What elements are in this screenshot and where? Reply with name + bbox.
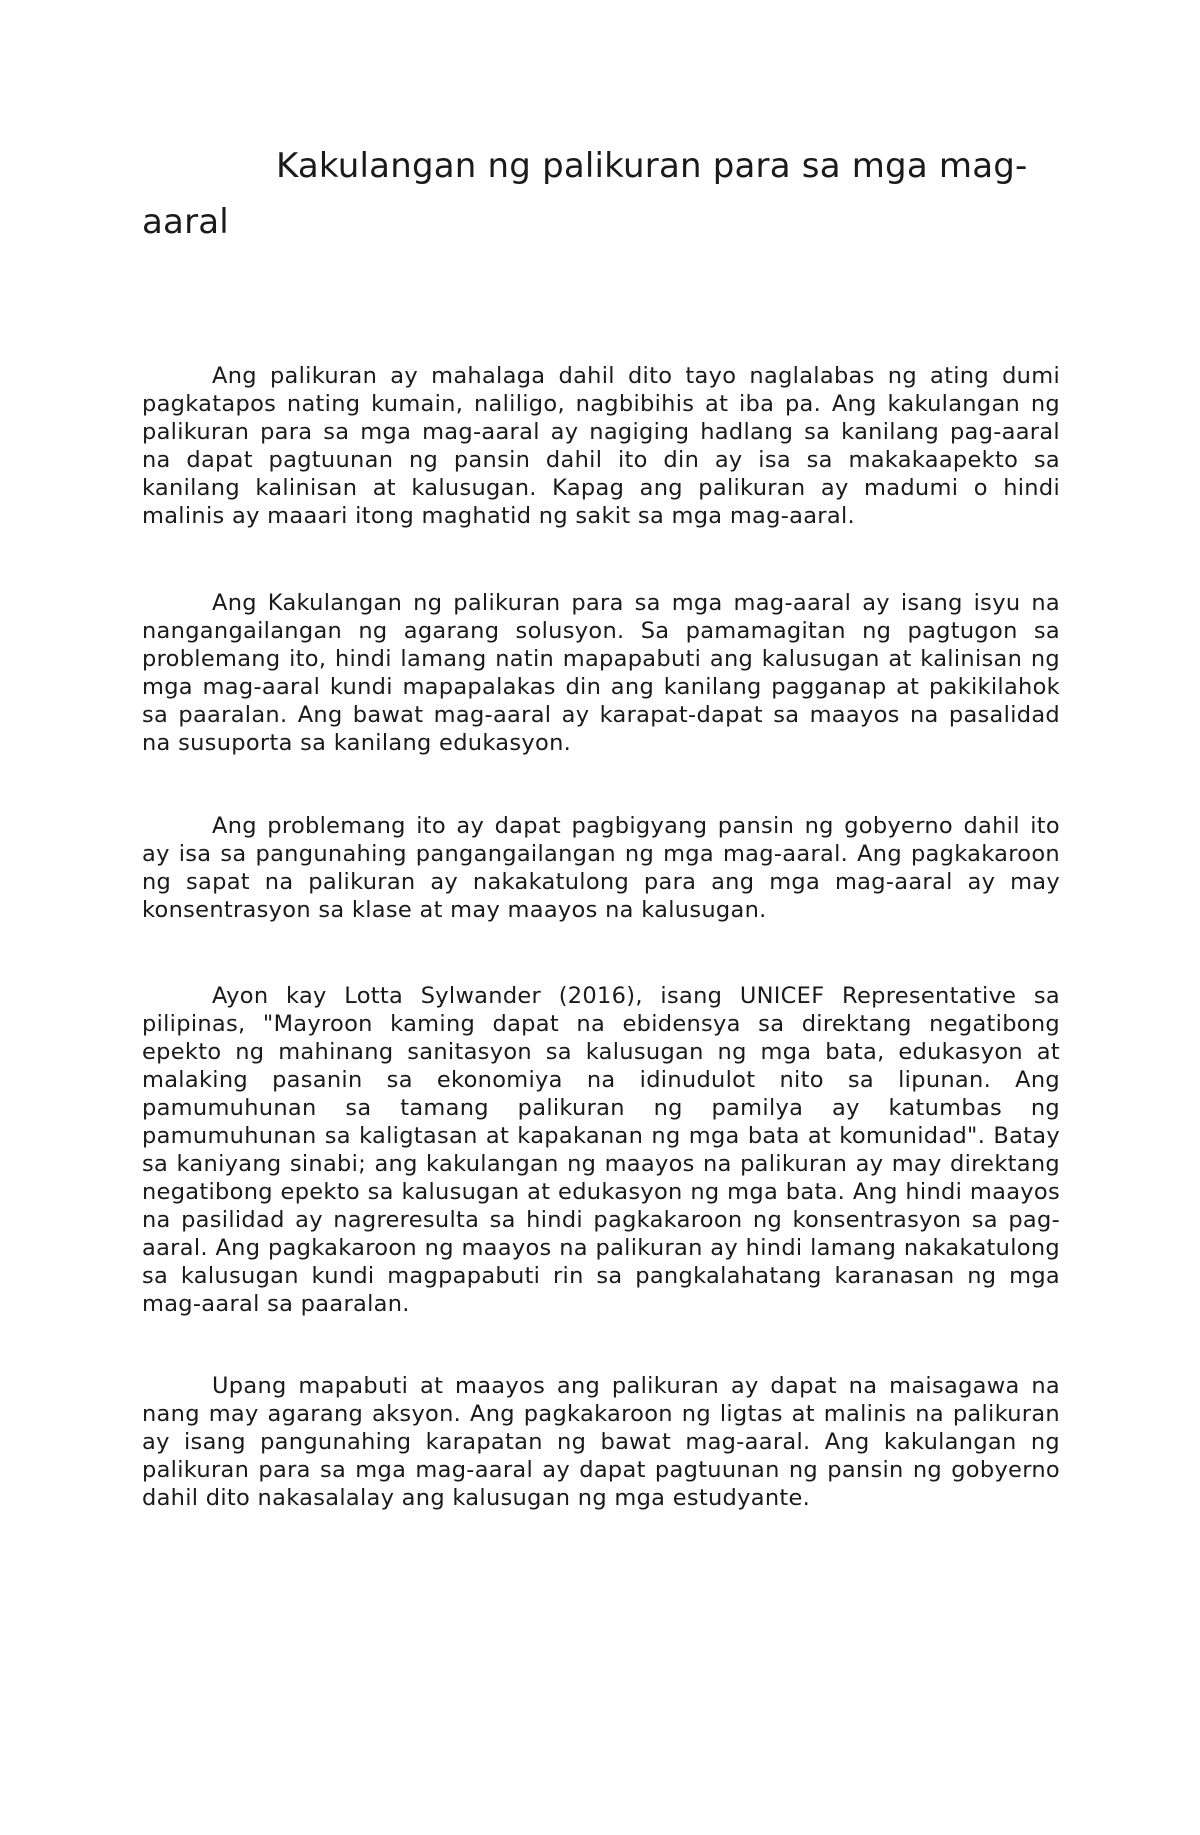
paragraph-1: Ang palikuran ay mahalaga dahil dito tayo naglalabas ng ating dumi pagkatapos nating kumain, naliligo, nagbibihis at iba pa. Ang kakulangan ng palikuran para sa mga mag-aaral ay nagiging hadlang sa kanilang pag-aaral na dapat pagtuunan ng pansin dahil ito din ay isa sa makakaapekto sa kanilang kalinisan at kalusugan. Kapag ang palikuran ay madumi o hindi malinis ay maaari itong maghatid ng sakit sa mga mag-aaral. [142, 363, 1060, 529]
paragraph-3: Ang problemang ito ay dapat pagbigyang pansin ng gobyerno dahil ito ay isa sa pangunahing pangangailangan ng mga mag-aaral. Ang pagkakaroon ng sapat na palikuran ay nakakatulong para ang mga mag-aaral ay may konsentrasyon sa klase at may maayos na kalusugan. [142, 813, 1060, 923]
paragraph-5: Upang mapabuti at maayos ang palikuran ay dapat na maisagawa na nang may agarang aksyon. Ang pagkakaroon ng ligtas at malinis na palikuran ay isang pangunahing karapatan ng bawat mag-aaral. Ang kakulangan ng palikuran para sa mga mag-aaral ay dapat pagtuunan ng pansin ng gobyerno dahil dito nakasalalay ang kalusugan ng mga estudyante. [142, 1373, 1060, 1511]
paragraph-2: Ang Kakulangan ng palikuran para sa mga mag-aaral ay isang isyu na nangangailangan ng agarang solusyon. Sa pamamagitan ng pagtugon sa problemang ito, hindi lamang natin mapapabuti ang kalusugan at kalinisan ng mga mag-aaral kundi mapapalakas din ang kanilang pagganap at pakikilahok sa paaralan. Ang bawat mag-aaral ay karapat-dapat sa maayos na pasalidad na susuporta sa kanilang edukasyon. [142, 590, 1060, 756]
paragraph-4: Ayon kay Lotta Sylwander (2016), isang UNICEF Representative sa pilipinas, "Mayroon kaming dapat na ebidensya sa direktang negatibong epekto ng mahinang sanitasyon sa kalusugan ng mga bata, edukasyon at malaking pasanin sa ekonomiya na idinudulot nito sa lipunan. Ang pamumuhunan sa tamang palikuran ng pamilya ay katumbas ng pamumuhunan sa kaligtasan at kapakanan ng mga bata at komunidad". Batay sa kaniyang sinabi; ang kakulangan ng maayos na palikuran ay may direktang negatibong epekto sa kalusugan at edukasyon ng mga bata. Ang hindi maayos na pasilidad ay nagreresulta sa hindi pagkakaroon ng konsentrasyon sa pag-aaral. Ang pagkakaroon ng maayos na palikuran ay hindi lamang nakakatulong sa kalusugan kundi magpapabuti rin sa pangkalahatang karanasan ng mga mag-aaral sa paaralan. [142, 983, 1060, 1317]
document-title: Kakulangan ng palikuran para sa mga mag-aaral [142, 146, 1028, 242]
